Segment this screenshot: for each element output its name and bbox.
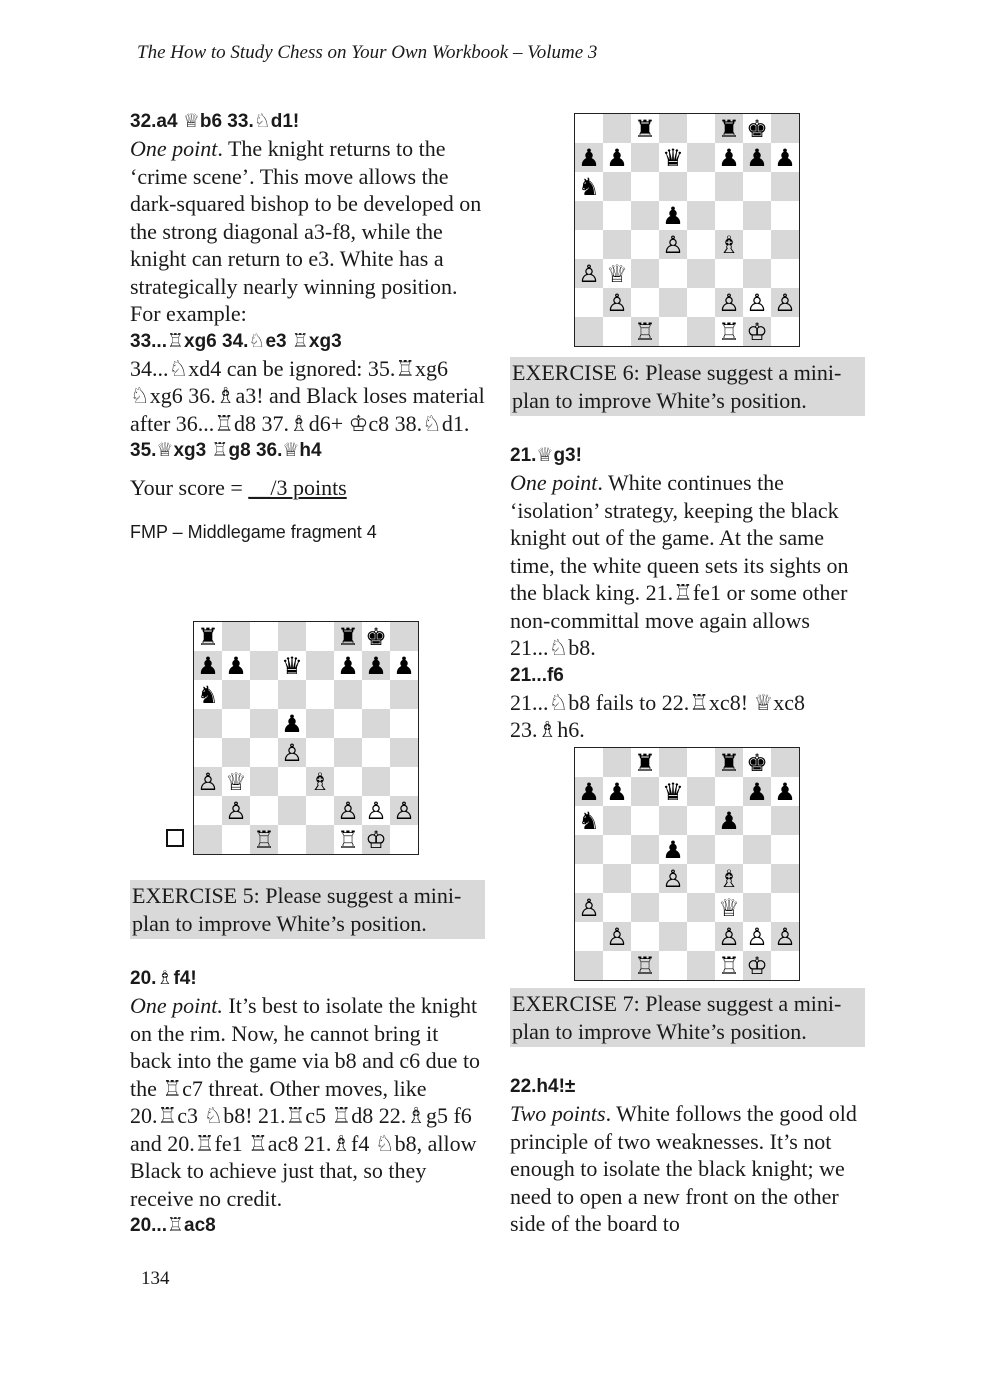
board-square — [306, 738, 334, 767]
board-square — [278, 796, 306, 825]
board-square — [659, 172, 687, 201]
chess-piece: ♜ — [631, 114, 659, 143]
chess-piece: ♙ — [715, 288, 743, 317]
move-line: 21...f6 — [510, 664, 564, 686]
chess-piece: ♟ — [659, 835, 687, 864]
board-square — [575, 864, 603, 893]
chess-piece: ♙ — [278, 738, 306, 767]
board-square — [222, 622, 250, 651]
chess-piece: ♗ — [715, 864, 743, 893]
board-square — [603, 114, 631, 143]
board-square — [631, 864, 659, 893]
board-square — [390, 738, 418, 767]
chess-piece: ♛ — [278, 651, 306, 680]
board-square — [603, 806, 631, 835]
chess-piece: ♟ — [575, 143, 603, 172]
board-square — [250, 680, 278, 709]
left-column-lower — [130, 880, 485, 1239]
board-square — [743, 201, 771, 230]
move-line: 35.♕xg3 ♖g8 36.♕h4 — [130, 440, 322, 461]
chess-piece: ♟ — [278, 709, 306, 738]
chess-piece: ♔ — [362, 825, 390, 854]
chess-piece: ♜ — [715, 114, 743, 143]
board-square — [306, 825, 334, 854]
board-square — [603, 230, 631, 259]
chess-piece: ♙ — [575, 259, 603, 288]
board-square — [334, 680, 362, 709]
exercise-box: EXERCISE 5: Please suggest a mini-plan to improve White’s position. — [130, 880, 485, 939]
board-square — [222, 709, 250, 738]
chess-piece: ♞ — [575, 172, 603, 201]
fragment-caption: FMP – Middlegame fragment 4 — [130, 522, 377, 542]
board-square — [603, 172, 631, 201]
chess-piece: ♕ — [715, 893, 743, 922]
board-square — [743, 806, 771, 835]
board-square — [715, 835, 743, 864]
annotation-paragraph: One point. White continues the ‘isolation’ strategy, keeping the black knight out of the game. At the same time, the white queen sets its sights on the black king. 21.♖fe1 or some other non-committal move again allows 21...♘b8. — [510, 470, 849, 660]
chess-piece: ♟ — [390, 651, 418, 680]
board-square — [771, 114, 799, 143]
chess-piece: ♖ — [250, 825, 278, 854]
board-square — [603, 835, 631, 864]
annotation-paragraph: One point. The knight returns to the ‘crime scene’. This move allows the dark-squared bishop to be developed on the strong diagonal a3-f8, while the knight can return to e3. White has a strategically nearly winning position. For example: — [130, 136, 482, 326]
board-square — [631, 922, 659, 951]
chess-piece: ♟ — [743, 777, 771, 806]
board-square — [390, 622, 418, 651]
board-square — [631, 835, 659, 864]
board-square — [715, 259, 743, 288]
chess-piece: ♙ — [362, 796, 390, 825]
board-square — [771, 259, 799, 288]
board-square — [250, 796, 278, 825]
board-square — [362, 709, 390, 738]
board-square — [306, 680, 334, 709]
chess-piece: ♙ — [771, 922, 799, 951]
move-line: 32.a4 ♕b6 33.♘d1! — [130, 111, 300, 132]
board-square — [631, 806, 659, 835]
board-square — [362, 680, 390, 709]
chess-piece: ♖ — [334, 825, 362, 854]
board-square — [631, 172, 659, 201]
chess-piece: ♙ — [603, 288, 631, 317]
chess-piece: ♕ — [222, 767, 250, 796]
left-column — [130, 108, 485, 544]
chess-piece: ♟ — [771, 143, 799, 172]
chess-piece: ♙ — [659, 230, 687, 259]
board-square — [659, 922, 687, 951]
board-square — [743, 230, 771, 259]
board-square — [575, 201, 603, 230]
board-square — [575, 748, 603, 777]
chess-piece: ♟ — [194, 651, 222, 680]
board-square — [687, 777, 715, 806]
board-square — [687, 864, 715, 893]
board-square — [687, 317, 715, 346]
board-square — [771, 230, 799, 259]
chess-piece: ♟ — [659, 201, 687, 230]
board-square — [687, 259, 715, 288]
right-column — [510, 357, 865, 744]
chess-piece: ♟ — [771, 777, 799, 806]
board-square — [603, 951, 631, 980]
board-square — [278, 622, 306, 651]
board-square — [603, 201, 631, 230]
board-square — [575, 835, 603, 864]
board-square — [687, 922, 715, 951]
chess-piece: ♞ — [194, 680, 222, 709]
board-square — [771, 893, 799, 922]
chess-piece: ♟ — [603, 777, 631, 806]
board-square — [194, 738, 222, 767]
chess-piece: ♙ — [603, 922, 631, 951]
board-square — [631, 259, 659, 288]
board-square — [631, 893, 659, 922]
chess-piece: ♚ — [743, 114, 771, 143]
board-square — [771, 864, 799, 893]
board-square — [194, 709, 222, 738]
board-square — [771, 806, 799, 835]
chess-piece: ♜ — [194, 622, 222, 651]
move-line: 22.h4!± — [510, 1076, 576, 1097]
chess-piece: ♜ — [715, 748, 743, 777]
board-square — [575, 288, 603, 317]
white-to-move-indicator — [166, 829, 184, 847]
move-line: 20...♖ac8 — [130, 1215, 216, 1236]
board-square — [631, 777, 659, 806]
chess-piece: ♙ — [715, 922, 743, 951]
board-square — [278, 825, 306, 854]
board-square — [687, 143, 715, 172]
board-square — [306, 622, 334, 651]
annotation-paragraph: 21...♘b8 fails to 22.♖xc8! ♕xc8 23.♗h6. — [510, 689, 806, 742]
board-square — [687, 201, 715, 230]
board-square — [743, 835, 771, 864]
chess-diagram — [193, 621, 419, 855]
board-square — [575, 317, 603, 346]
board-square — [771, 317, 799, 346]
board-square — [603, 893, 631, 922]
chess-piece: ♙ — [390, 796, 418, 825]
board-square — [771, 201, 799, 230]
board-square — [575, 951, 603, 980]
chess-piece: ♙ — [575, 893, 603, 922]
board-square — [306, 651, 334, 680]
board-square — [771, 748, 799, 777]
chess-piece: ♟ — [222, 651, 250, 680]
chess-piece: ♕ — [603, 259, 631, 288]
move-line: 21.♕g3! — [510, 445, 582, 466]
board-square — [250, 651, 278, 680]
chess-piece: ♙ — [659, 864, 687, 893]
annotation-paragraph: 34...♘xd4 can be ignored: 35.♖xg6 ♘xg6 36.♗a3! and Black loses material after 36...♖d8 37.♗d6+ ♔c8 38.♘d1. — [130, 355, 485, 436]
board-square — [575, 922, 603, 951]
board-square — [687, 748, 715, 777]
board-square — [687, 951, 715, 980]
chess-piece: ♗ — [715, 230, 743, 259]
board-square — [715, 777, 743, 806]
board-square — [278, 767, 306, 796]
chess-piece: ♜ — [631, 748, 659, 777]
board-square — [743, 259, 771, 288]
board-square — [603, 748, 631, 777]
board-square — [659, 951, 687, 980]
board-square — [659, 748, 687, 777]
board-square — [743, 172, 771, 201]
board-square — [659, 114, 687, 143]
annotation-paragraph: Two points. White follows the good old principle of two weaknesses. It’s not enough to isolate the black knight; we need to open a new front on the other side of the board to — [510, 1101, 857, 1236]
board-square — [390, 825, 418, 854]
board-square — [194, 825, 222, 854]
chess-piece: ♟ — [743, 143, 771, 172]
board-square — [715, 201, 743, 230]
board-square — [250, 622, 278, 651]
page-number: 134 — [141, 1268, 170, 1289]
board-square — [743, 893, 771, 922]
board-square — [715, 172, 743, 201]
board-square — [222, 738, 250, 767]
chess-piece: ♟ — [715, 143, 743, 172]
board-square — [250, 767, 278, 796]
board-square — [771, 172, 799, 201]
chess-piece: ♙ — [771, 288, 799, 317]
chess-piece: ♙ — [334, 796, 362, 825]
board-square — [631, 143, 659, 172]
chess-piece: ♜ — [334, 622, 362, 651]
chess-piece: ♔ — [743, 317, 771, 346]
chess-diagram — [574, 113, 800, 347]
chess-piece: ♗ — [306, 767, 334, 796]
board-square — [659, 259, 687, 288]
chess-piece: ♙ — [743, 922, 771, 951]
chess-piece: ♟ — [603, 143, 631, 172]
board-square — [687, 114, 715, 143]
board-square — [362, 767, 390, 796]
chess-piece: ♖ — [715, 951, 743, 980]
chess-piece: ♛ — [659, 777, 687, 806]
board-square — [659, 317, 687, 346]
board-square — [687, 893, 715, 922]
chess-piece: ♟ — [715, 806, 743, 835]
board-square — [603, 864, 631, 893]
board-square — [334, 709, 362, 738]
board-square — [631, 288, 659, 317]
board-square — [631, 201, 659, 230]
chess-piece: ♟ — [334, 651, 362, 680]
score-line: Your score = __/3 points — [130, 475, 347, 500]
board-square — [575, 114, 603, 143]
board-square — [390, 709, 418, 738]
board-square — [250, 738, 278, 767]
board-square — [687, 288, 715, 317]
chess-piece: ♖ — [631, 951, 659, 980]
board-square — [687, 172, 715, 201]
board-square — [575, 230, 603, 259]
chess-piece: ♖ — [631, 317, 659, 346]
board-square — [194, 796, 222, 825]
chess-piece: ♙ — [194, 767, 222, 796]
board-square — [659, 806, 687, 835]
chess-piece: ♙ — [222, 796, 250, 825]
board-square — [631, 230, 659, 259]
move-line: 33...♖xg6 34.♘e3 ♖xg3 — [130, 330, 342, 352]
board-square — [278, 680, 306, 709]
board-square — [687, 806, 715, 835]
board-square — [250, 709, 278, 738]
board-square — [306, 796, 334, 825]
chess-piece: ♟ — [362, 651, 390, 680]
chess-piece: ♞ — [575, 806, 603, 835]
chess-piece: ♛ — [659, 143, 687, 172]
chess-piece: ♟ — [575, 777, 603, 806]
exercise-box: EXERCISE 6: Please suggest a mini-plan to improve White’s position. — [510, 357, 865, 416]
board-square — [771, 951, 799, 980]
board-square — [222, 680, 250, 709]
chess-piece: ♚ — [743, 748, 771, 777]
board-square — [687, 230, 715, 259]
board-square — [362, 738, 390, 767]
chess-piece: ♖ — [715, 317, 743, 346]
board-square — [659, 893, 687, 922]
annotation-paragraph: One point. It’s best to isolate the knight on the rim. Now, he cannot bring it back into the game via b8 and c6 due to the ♖c7 threat. Other moves, like 20.♖c3 ♘b8! 21.♖c5 ♖d8 22.♗g5 f6 and 20.♖fe1 ♖ac8 21.♗f4 ♘b8, allow Black to achieve just that, so they receive no credit. — [130, 993, 481, 1211]
chess-piece: ♚ — [362, 622, 390, 651]
board-square — [334, 738, 362, 767]
move-line: 20.♗f4! — [130, 968, 197, 989]
board-square — [659, 288, 687, 317]
board-square — [743, 864, 771, 893]
board-square — [771, 835, 799, 864]
board-square — [603, 317, 631, 346]
board-square — [222, 825, 250, 854]
running-head: The How to Study Chess on Your Own Workbook – Volume 3 — [137, 42, 598, 63]
board-square — [687, 835, 715, 864]
chess-piece: ♙ — [743, 288, 771, 317]
exercise-box: EXERCISE 7: Please suggest a mini-plan to improve White’s position. — [510, 988, 865, 1047]
board-square — [306, 709, 334, 738]
right-column-lower — [510, 988, 865, 1238]
chess-diagram — [574, 747, 800, 981]
board-square — [390, 767, 418, 796]
board-square — [334, 767, 362, 796]
chess-piece: ♔ — [743, 951, 771, 980]
board-square — [390, 680, 418, 709]
